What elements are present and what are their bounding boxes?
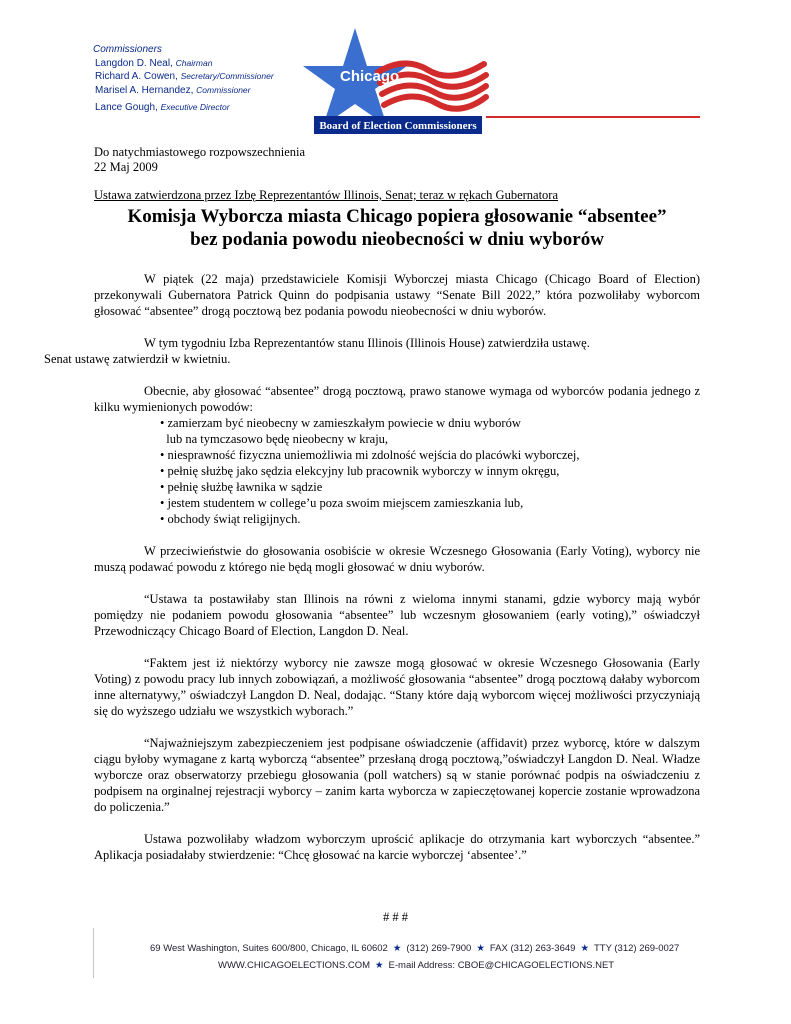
commissioner-name: Marisel A. Hernandez, [95,84,194,96]
paragraph-3: Obecnie, aby głosować “absentee” drogą pocztową, prawo stanowe wymaga od wyborców podania jednego z kilku wymienionych powodów: [94,384,700,414]
paragraph-1: W piątek (22 maja) przedstawiciele Komisji Wyborczej miasta Chicago (Chicago Board of Election) przekonywali Gubernatora Patrick Quinn do podpisania ustawy “Senate Bill 2022,” która pozwoliłaby wyborcom głosować “absentee” drogą pocztową bez podania powodu nieobecności w dniu wyborów. [94,272,700,318]
board-logo [300,26,490,136]
footer-address: 69 West Washington, Suites 600/800, Chicago, IL 60602 [150,943,388,954]
paragraph-6: “Faktem jest iż niektórzy wyborcy nie zawsze mogą głosować w okresie Wczesnego Głosowania (Early Voting) z powodu pracy lub innych zobowiązań, a możliwość głosowania “absentee” drogą pocztową dałaby wyborcom inne alternatywy,” oświadczył Langdon D. Neal, dodając. “Stany które dają wyborcom więcej możliwości przyczyniają się do wyższego udziału we wszystkich wyborach.” [94,656,700,718]
headline-line-2: bez podania powodu nieobecności w dniu wyborów [190,229,604,250]
subheading: Ustawa zatwierdzona przez Izbę Reprezentantów Illinois, Senat; teraz w rękach Gubernatora [94,188,559,202]
list-item: lub na tymczasowo będę nieobecny w kraju, [160,432,389,446]
commissioner-secretary [93,70,274,84]
letterhead-rule [486,116,700,118]
star-icon: ★ [375,960,384,971]
commissioner-chairman [93,57,274,71]
star-icon: ★ [580,943,589,954]
commissioners-title: Commissioners [93,44,162,55]
star-icon: ★ [476,943,485,954]
end-mark: # # # [383,910,408,924]
paragraph-7-text: “Najważniejszym zabezpieczeniem jest podpisane oświadczenie (affidavit) przez wyborcę, które w dalszym ciągu byłoby wymagane z kartą wyborczą “absentee” przesłaną drogą pocztową,”oświadczył Langdon D. Neal. Władze wyborcze oraz obserwatorzy przebiegu głosowania (poll watchers) są w stanie porównać podpis na oświadczeniu z podpisem na orginalnej rejestracji wyborcy – zanim karta wyborcza w zapieczętowanej kopercie zostanie wprowadzona do policzenia.” [94,736,700,814]
article-body [44,271,700,879]
footer-line-1 [150,940,710,957]
commissioner-member [93,84,274,98]
paragraph-2 [44,335,700,367]
release-info [94,145,305,175]
list-item: • obchody świąt religijnych. [160,512,301,526]
paragraph-5: “Ustawa ta postawiłaby stan Illinois na równi z wieloma innymi stanami, gdzie wyborcy mają wybór pomiędzy nie podaniem powodu głosowania “absentee” lub wczesnym głosowaniem (early voting),” oświadczył Przewodniczący Chicago Board of Election, Langdon D. Neal. [94,592,700,638]
executive-director [93,101,274,115]
commissioners-block [93,44,274,115]
paragraph-7 [94,735,700,815]
footer-fax: FAX (312) 263-3649 [489,943,576,954]
logo-banner-text: Board of Election Commissioners [319,120,477,132]
headline [94,205,700,251]
footer [150,940,710,974]
reasons-list [160,415,700,527]
headline-line-1: Komisja Wyborcza miasta Chicago popiera głosowanie “absentee” [127,206,667,227]
star-icon: ★ [392,943,402,954]
footer-tty: TTY (312) 269-0027 [593,943,680,954]
commissioner-role: Commissioner [196,84,251,95]
footer-divider [93,928,94,978]
release-label: Do natychmiastowego rozpowszechnienia [94,145,306,159]
footer-line-2 [150,957,710,974]
commissioner-name: Langdon D. Neal, [95,57,173,69]
release-date: 22 Maj 2009 [94,160,158,174]
footer-phone: (312) 269-7900 [406,943,472,954]
list-item: • pełnię służbę ławnika w sądzie [160,480,323,494]
logo-city-text: Chicago [340,68,400,85]
footer-website[interactable]: WWW.CHICAGOELECTIONS.COM [218,960,370,971]
commissioner-name: Richard A. Cowen, [95,71,178,82]
commissioner-role: Secretary/Commissioner [180,71,274,81]
paragraph-2-line-2: Senat ustawę zatwierdził w kwietniu. [44,352,231,366]
paragraph-8: Ustawa pozwoliłaby władzom wyborczym uprościć aplikacje do otrzymania kart wyborczych “absentee.” Aplikacja posiadałaby stwierdzenie: “Chcę głosować na karcie wyborczej ‘absentee’.” [94,832,700,862]
executive-name: Lance Gough, [95,102,158,113]
commissioner-role: Chairman [175,57,213,68]
footer-email[interactable]: E-mail Address: CBOE@CHICAGOELECTIONS.NET [388,960,615,971]
executive-role: Executive Director [160,102,230,112]
list-item: • pełnię służbę jako sędzia elekcyjny lub pracownik wyborczy w innym okręgu, [160,464,560,478]
list-item: • zamierzam być nieobecny w zamieszkałym powiecie w dniu wyborów [160,416,521,430]
list-item: • niesprawność fizyczna uniemożliwia mi zdolność wejścia do placówki wyborczej, [160,448,580,462]
list-item: • jestem studentem w college’u poza swoim miejscem zamieszkania lub, [160,496,524,510]
paragraph-4: W przeciwieństwie do głosowania osobiście w okresie Wczesnego Głosowania (Early Voting), wyborcy nie muszą podawać powodu z którego nie będą mogli głosować w dniu wyborów. [94,544,700,574]
paragraph-2-line-1: W tym tygodniu Izba Reprezentantów stanu Illinois (Illinois House) zatwierdziła ustawę. [144,336,590,350]
